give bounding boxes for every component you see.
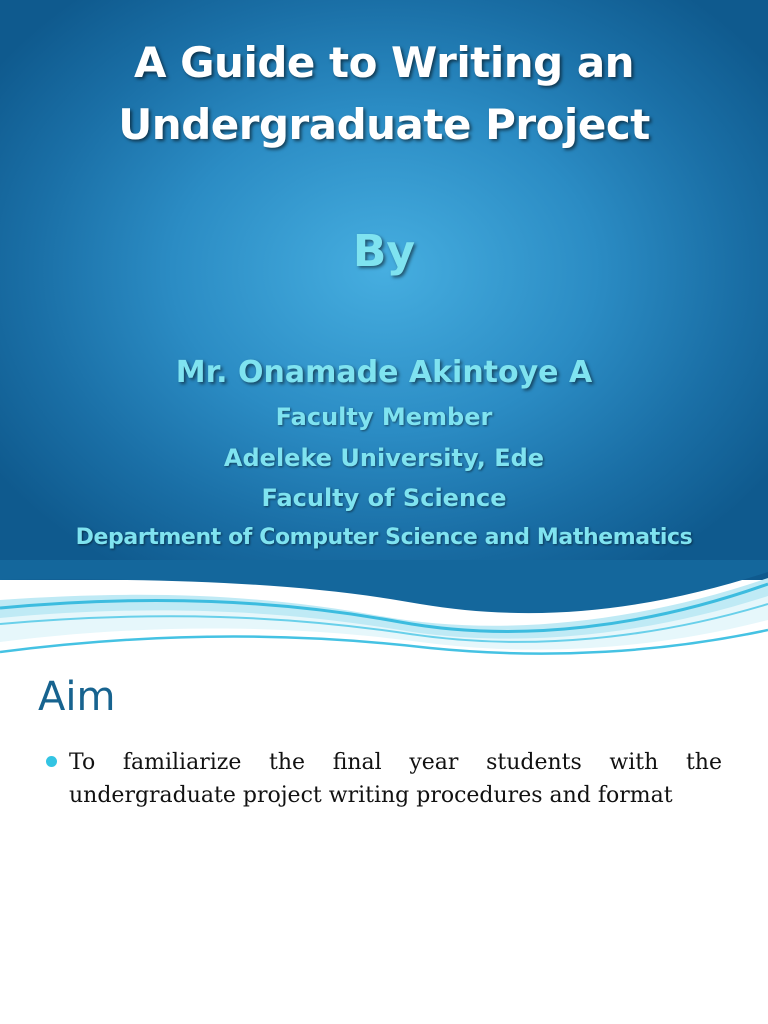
wave-decoration — [0, 560, 768, 662]
bullet-text: To familiarize the final year students with the undergraduate project writing procedures and format — [69, 750, 722, 808]
title-line-2: Undergraduate Project — [118, 100, 650, 149]
by-label: By — [352, 226, 416, 277]
slide-heading: Aim — [38, 674, 116, 720]
title-line-1: A Guide to Writing an — [133, 38, 635, 87]
author-name: Mr. Onamade Akintoye A — [175, 355, 593, 390]
bullet-dot-icon — [46, 756, 57, 767]
affiliation-university: Adeleke University, Ede — [223, 444, 545, 472]
affiliation-faculty: Faculty of Science — [261, 484, 507, 512]
aim-slide — [0, 662, 768, 1024]
affiliation-department: Department of Computer Science and Mathematics — [75, 525, 693, 550]
affiliation-role: Faculty Member — [275, 403, 493, 431]
